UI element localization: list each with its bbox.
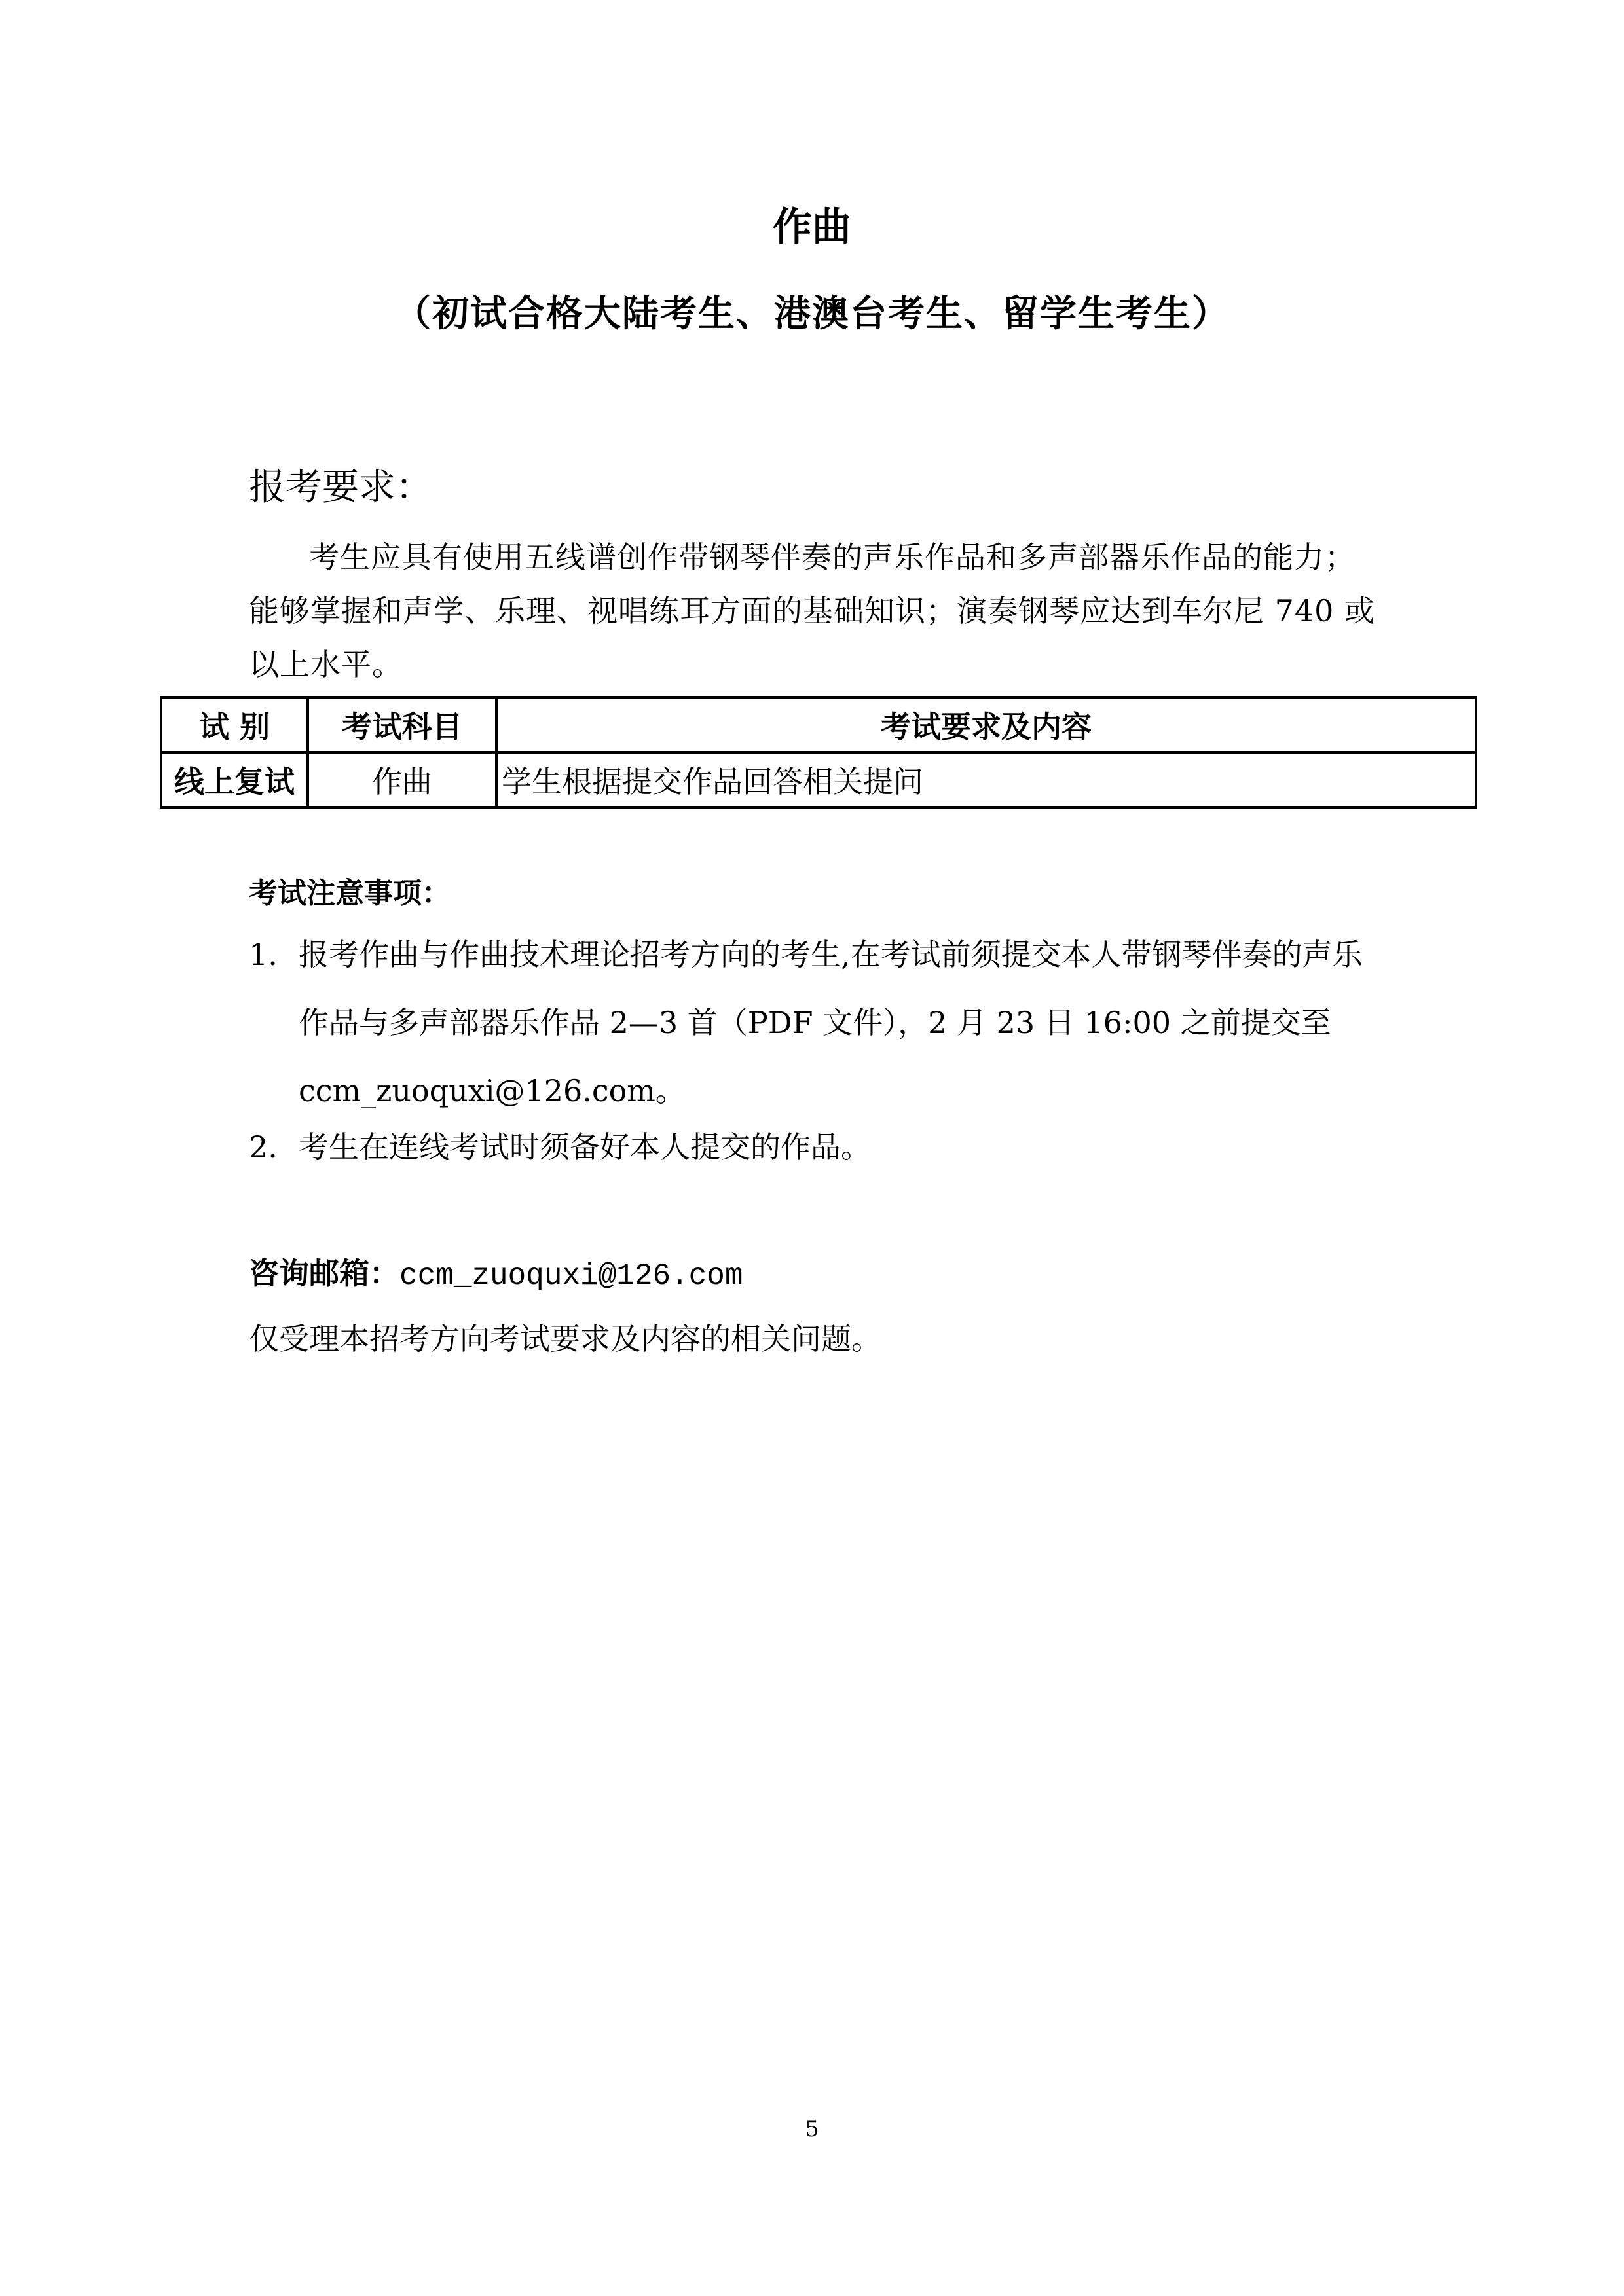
requirements-heading: 报考要求： bbox=[249, 466, 432, 509]
table-cell: 学生根据提交作品回答相关提问 bbox=[496, 752, 1476, 807]
table-header-cell: 试 别 bbox=[161, 697, 308, 752]
table-header-cell: 考试科目 bbox=[308, 697, 496, 752]
exam-table bbox=[160, 696, 1477, 809]
contact-email[interactable]: ccm_zuoquxi@126.com bbox=[399, 1259, 743, 1293]
page-subtitle: （初试合格大陆考生、港澳台考生、留学生考生） bbox=[394, 293, 1230, 335]
notes-heading: 考试注意事项： bbox=[249, 877, 451, 910]
note-number: 2. bbox=[249, 1129, 278, 1165]
note-text: 考生在连线考试时须备好本人提交的作品。 bbox=[299, 1129, 871, 1165]
table-cell: 线上复试 bbox=[161, 752, 308, 807]
note-number: 1. bbox=[249, 937, 278, 972]
contact-note: 仅受理本招考方向考试要求及内容的相关问题。 bbox=[249, 1321, 881, 1357]
note-text: 报考作曲与作曲技术理论招考方向的考生,在考试前须提交本人带钢琴伴奏的声乐作品与多声部器乐作品 2—3 首（PDF 文件），2 月 23 日 16:00 之前提交至 ccm_zuoquxi@126.com。 bbox=[299, 937, 1363, 1108]
page-number: 5 bbox=[805, 2116, 819, 2142]
table-row bbox=[161, 752, 1476, 807]
table-cell: 作曲 bbox=[308, 752, 496, 807]
table-header-row bbox=[161, 697, 1476, 752]
requirements-body: 考生应具有使用五线谱创作带钢琴伴奏的声乐作品和多声部器乐作品的能力；能够掌握和声学、乐理、视唱练耳方面的基础知识；演奏钢琴应达到车尔尼 740 或以上水平。 bbox=[249, 539, 1376, 682]
contact-line bbox=[249, 1250, 743, 1299]
note-item bbox=[249, 920, 1382, 1125]
page-title: 作曲 bbox=[773, 204, 851, 250]
table-header-cell: 考试要求及内容 bbox=[496, 697, 1476, 752]
contact-label: 咨询邮箱： bbox=[249, 1256, 399, 1291]
note-item bbox=[249, 1113, 1382, 1181]
